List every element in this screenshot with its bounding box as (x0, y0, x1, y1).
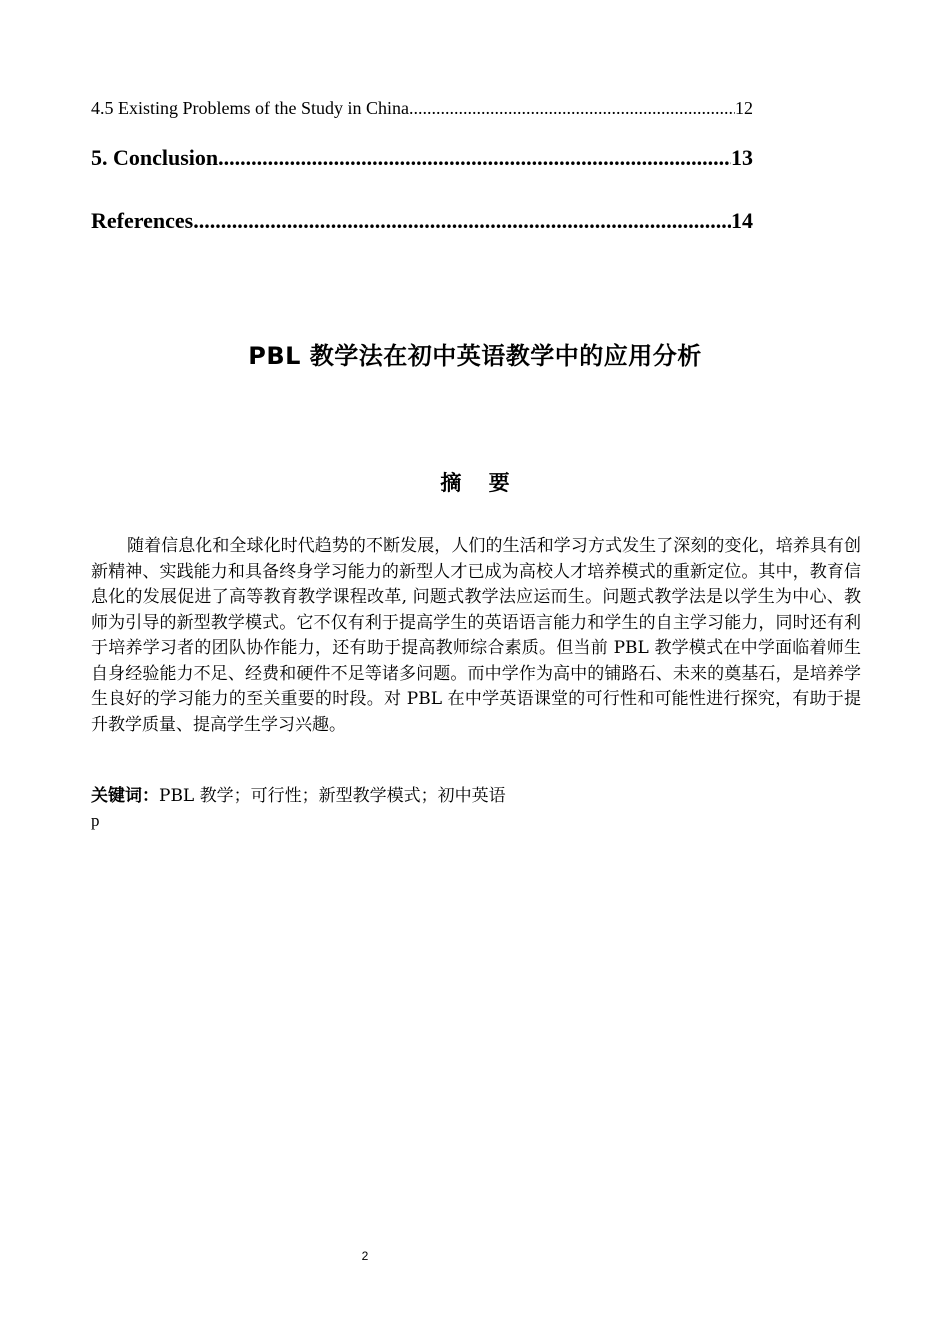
toc-dot-leader (409, 98, 735, 119)
abstract-heading: 摘 要 (440, 471, 520, 495)
toc-entry-label: 5. Conclusion (91, 145, 219, 170)
toc-entry-label: 4.5 Existing Problems of the Study in China (91, 98, 409, 118)
toc-entry-page: 13 (731, 145, 753, 170)
page-number: 2 (361, 1249, 369, 1263)
keywords-text: PBL 教学；可行性；新型教学模式；初中英语 (159, 786, 506, 806)
toc-dot-leader (193, 208, 731, 234)
toc-dot-leader (218, 145, 731, 171)
toc-entry-page: 12 (735, 98, 753, 118)
toc-entry-page: 14 (731, 208, 753, 233)
keywords-label: 关键词： (91, 786, 159, 806)
toc-entry-conclusion[interactable] (91, 145, 753, 171)
document-title: PBL 教学法在初中英语教学中的应用分析 (248, 342, 702, 370)
keywords-line (91, 784, 861, 809)
toc-entry-4-5[interactable] (91, 98, 753, 119)
abstract-body: 随着信息化和全球化时代趋势的不断发展，人们的生活和学习方式发生了深刻的变化，培养具有创新精神、实践能力和具备终身学习能力的新型人才已成为高校人才培养模式的重新定位。其中，教育信息化的发展促进了高等教育教学课程改革, 问题式教学法应运而生。问题式教学法是以学生为中心、教师为引导的新型教学模式。它不仅有利于提高学生的英语语言能力和学生的自主学习能力，同时还有利于培养学习者的团队协作能力，还有助于提高教师综合素质。但当前 PBL 教学模式在中学面临着师生自身经验能力不足、经费和硬件不足等诸多问题。而中学作为高中的铺路石、未来的奠基石，是培养学生良好的学习能力的至关重要的时段。对 PBL 在中学英语课堂的可行性和可能性进行探究，有助于提升教学质量、提高学生学习兴趣。 (91, 536, 861, 735)
stray-text: p (91, 811, 100, 830)
toc-entry-references[interactable] (91, 208, 753, 234)
toc-entry-label: References (91, 208, 194, 233)
